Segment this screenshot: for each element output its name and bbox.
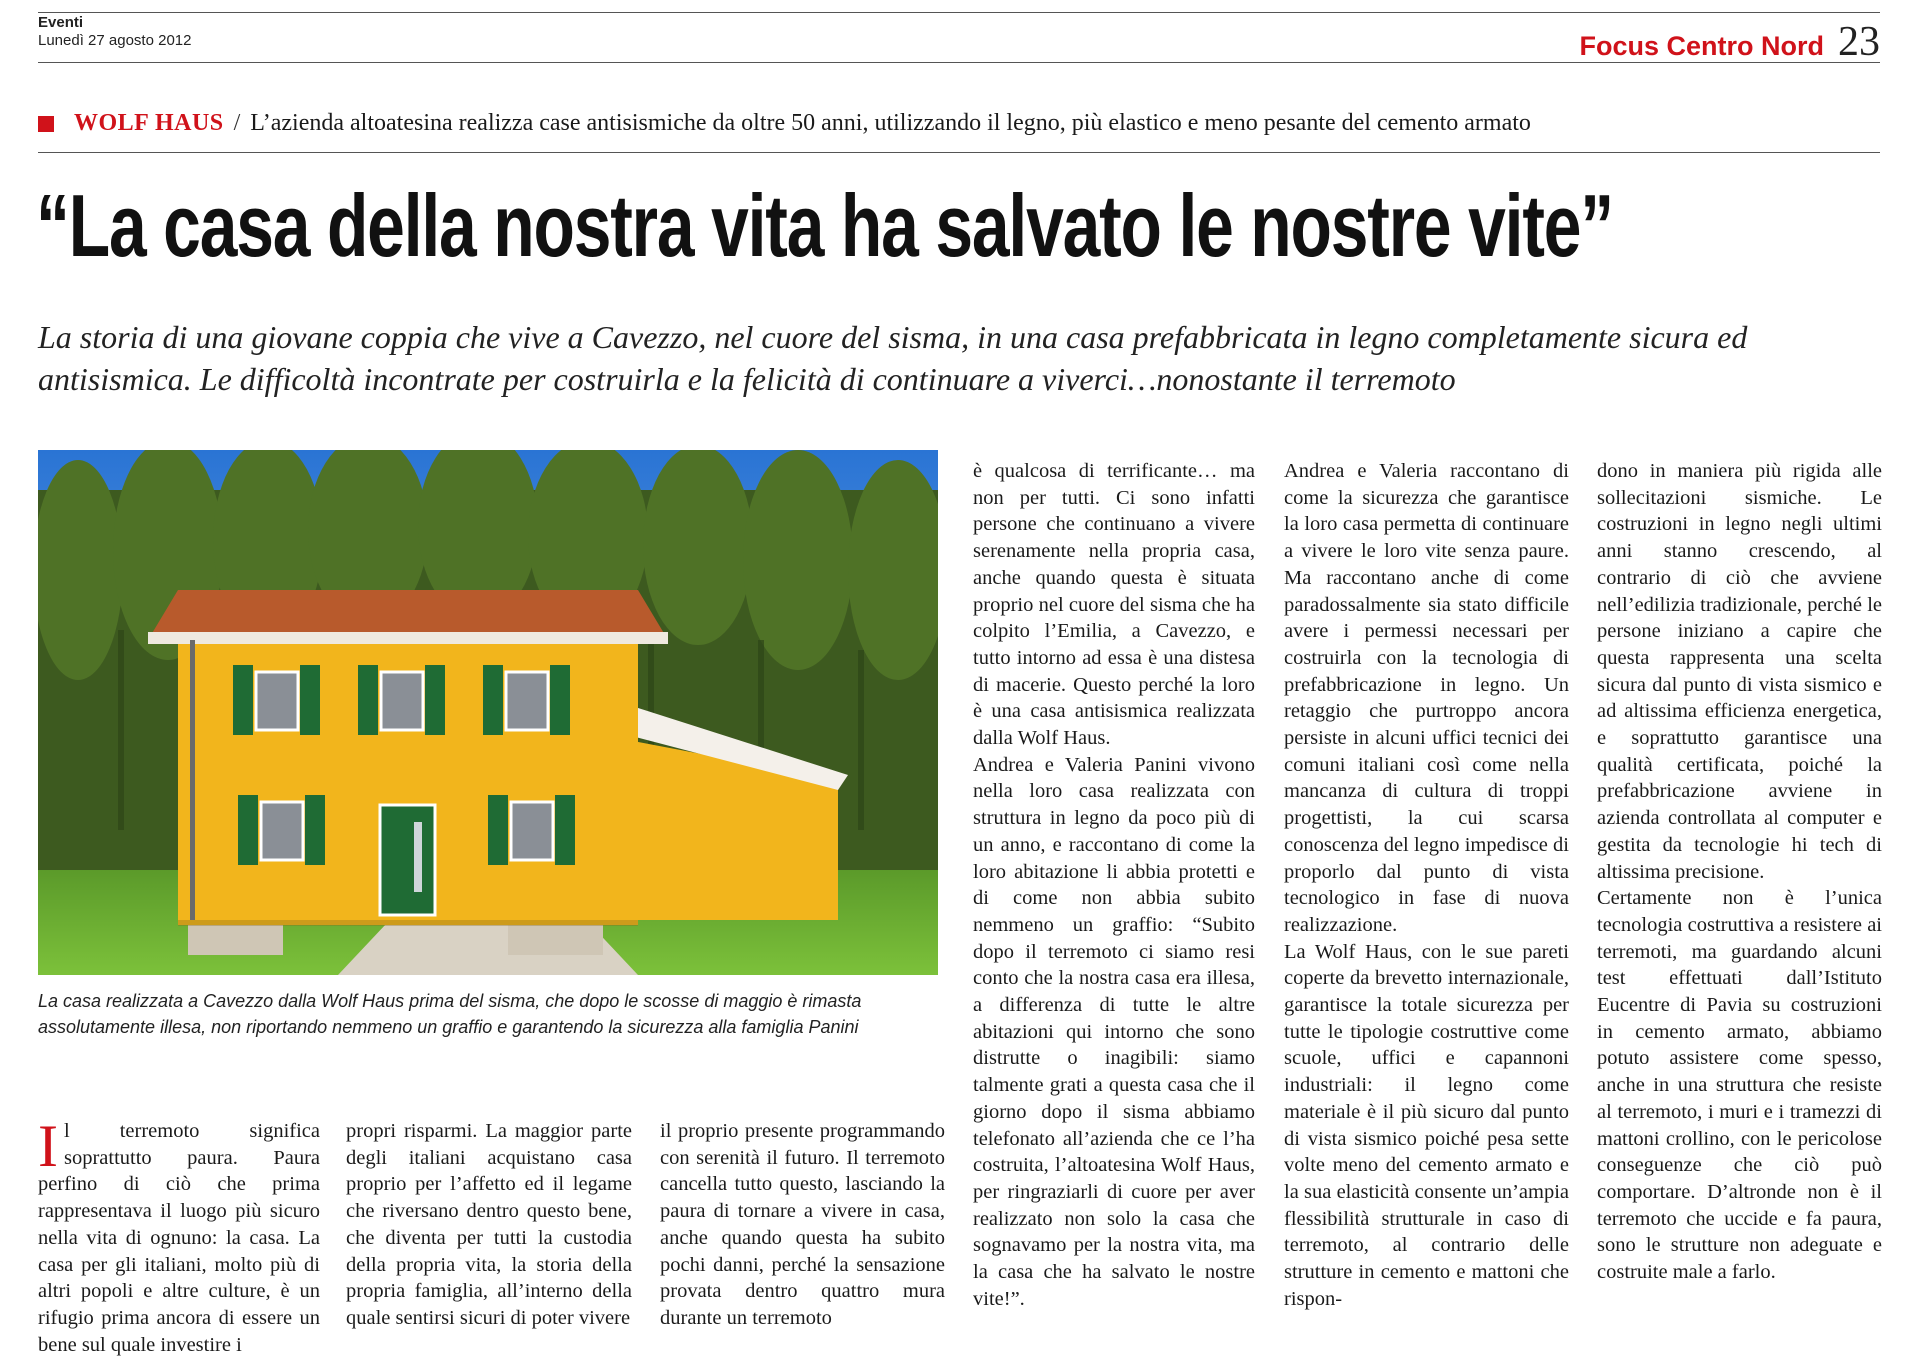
column-5-paragraph-1: Andrea e Valeria raccontano di come la sicurezza che garantisce la loro casa permetta di continuare a vivere le loro vite senza paure. Ma raccontano anche di come paradossalmente sia stato difficile avere i permessi necessari per costruirla con la tecnologia di prefabbricazione in legno. Un retaggio che purtroppo ancora persiste in alcuni uffici tecnici dei comuni italiani così come nella mancanza di cultura di troppi progettisti, la cui scarsa conoscenza del legno impedisce di proporlo dal punto di vista tecnologico in fase di nuova realizzazione.	[1284, 460, 1569, 936]
section-label: Eventi	[38, 14, 84, 31]
column-3-text: il proprio presente programmando con serenità il futuro. Il terremoto cancella tutto questo, lasciando la paura di tornare a vivere in casa, anche quando questa ha subito pochi danni, perché la sensazione provata dentro quattro mura durante un terremoto	[660, 1120, 945, 1329]
page-header-left	[38, 14, 191, 50]
headline: “La casa della nostra vita ha salvato le nostre vite”	[36, 176, 1614, 275]
publication-name: Focus Centro Nord	[1579, 31, 1824, 61]
page-number: 23	[1838, 19, 1880, 65]
column-1-text: l terremoto significa soprattutto paura. Paura perfino di ciò che prima rappresentava il luogo più sicuro nella vita di ognuno: la casa. La casa per gli italiani, molto più di altri popoli e altre culture, è un rifugio prima ancora di essere un bene sul quale investire i	[38, 1120, 320, 1356]
deck-subtitle: La storia di una giovane coppia che vive a Cavezzo, nel cuore del sisma, in una casa prefabbricata in legno completamente sicura ed antisismica. Le difficoltà incontrate per costruirla e la felicità di continuare a viverci…nonostante il terremoto	[38, 319, 1748, 397]
article-column-4	[973, 458, 1255, 1358]
column-4-paragraph-2: Andrea e Valeria Panini vivono nella loro casa realizzata con struttura in legno da poco più di un anno, e raccontano di come la loro abitazione li abbia protetti e di come non abbia subito nemmeno un graffio: “Subito dopo il terremoto ci siamo resi conto che la nostra casa era illesa, a differenza di tutte le altre abitazioni qui intorno che sono distrutte o inagibili: siamo talmente grati a questa casa che il giorno dopo il sisma abbiamo telefonato all’azienda che ce l’ha costruita, l’altoatesina Wolf Haus, per ringraziarli di cuore per aver realizzato non solo la casa che sognavamo per la nostra vita, ma la casa che ha salvato le nostre vite!”.	[973, 753, 1255, 1310]
page-header-right	[1579, 18, 1880, 66]
article-column-2	[346, 1118, 632, 1358]
article-column-5	[1284, 458, 1569, 1358]
column-5-paragraph-2: La Wolf Haus, con le sue pareti coperte da brevetto internazionale, garantisce la totale sicurezza per tutte le tipologie costruttive come scuole, uffici e capannoni industriali: il legno come materiale è il più sicuro dal punto di vista sismico poiché pesa sette volte meno del cemento armato e la sua elasticità consente un’ampia flessibilità strutturale in caso di terremoto, al contrario delle strutture in cemento e mattoni che rispon-	[1284, 940, 1569, 1310]
article-column-6	[1597, 458, 1882, 1358]
photo-caption: La casa realizzata a Cavezzo dalla Wolf Haus prima del sisma, che dopo le scosse di maggio è rimasta assolutamente illesa, non riportando nemmeno un graffio e garantendo la sicurezza alla famiglia Panini	[38, 991, 862, 1037]
column-2-text: propri risparmi. La maggior parte degli italiani acquistano casa proprio per l’affetto ed il legame che riversano dentro questo bene, che diventa per tutti la custodia della propria vita, la storia della propria famiglia, all’interno della quale sentirsi sicuri di poter vivere	[346, 1120, 632, 1329]
kicker-rule	[38, 152, 1880, 153]
article-column-3	[660, 1118, 945, 1358]
column-6-paragraph-2: Certamente non è l’unica tecnologia costruttiva a resistere ai terremoti, ma guardando alcuni test effettuati dall’Istituto Eucentre di Pavia su costruzioni in cemento armato, abbiamo potuto assistere come spesso, anche in una struttura che resiste al terremoto, i muri e i tramezzi di mattoni crollino, con le pericolose conseguenze che ciò può comportare. D’altronde non è il terremoto che uccide e fa paura, sono le strutture non adeguate e costruite male a farlo.	[1597, 887, 1882, 1284]
kicker-tag: WOLF HAUS	[74, 110, 224, 136]
red-square-icon	[38, 116, 54, 132]
column-4-paragraph-1: è qualcosa di terrificante… ma non per tutti. Ci sono infatti persone che continuano a vivere serenamente nella propria casa, anche quando questa è situata proprio nel cuore del sisma che ha colpito l’Emilia, a Cavezzo, e tutto intorno ad essa è una distesa di macerie. Questo perché la loro è una casa antisismica realizzata dalla Wolf Haus.	[973, 460, 1255, 750]
top-rule	[38, 12, 1880, 13]
kicker-separator: /	[233, 110, 241, 136]
house-photo	[38, 450, 938, 975]
issue-date: Lunedì 27 agosto 2012	[38, 32, 192, 49]
kicker-text: L’azienda altoatesina realizza case antisismiche da oltre 50 anni, utilizzando il legno, più elastico e meno pesante del cemento armato	[250, 110, 1531, 136]
column-6-paragraph-1: dono in maniera più rigida alle sollecitazioni sismiche. Le costruzioni in legno negli ultimi anni stanno crescendo, al contrario di ciò che avviene nell’edilizia tradizionale, perché le persone iniziano a capire che questa rappresenta una scelta sicura dal punto di vista sismico e ad altissima efficienza energetica, e soprattutto garantisce una qualità certificata, poiché la prefabbricazione avviene in azienda controllata al computer e gestita da tecnologie hi tech di altissima precisione.	[1597, 460, 1882, 883]
header-rule	[38, 62, 1880, 63]
drop-cap: I	[38, 1118, 58, 1179]
article-column-1	[38, 1118, 320, 1358]
kicker	[38, 110, 1880, 137]
